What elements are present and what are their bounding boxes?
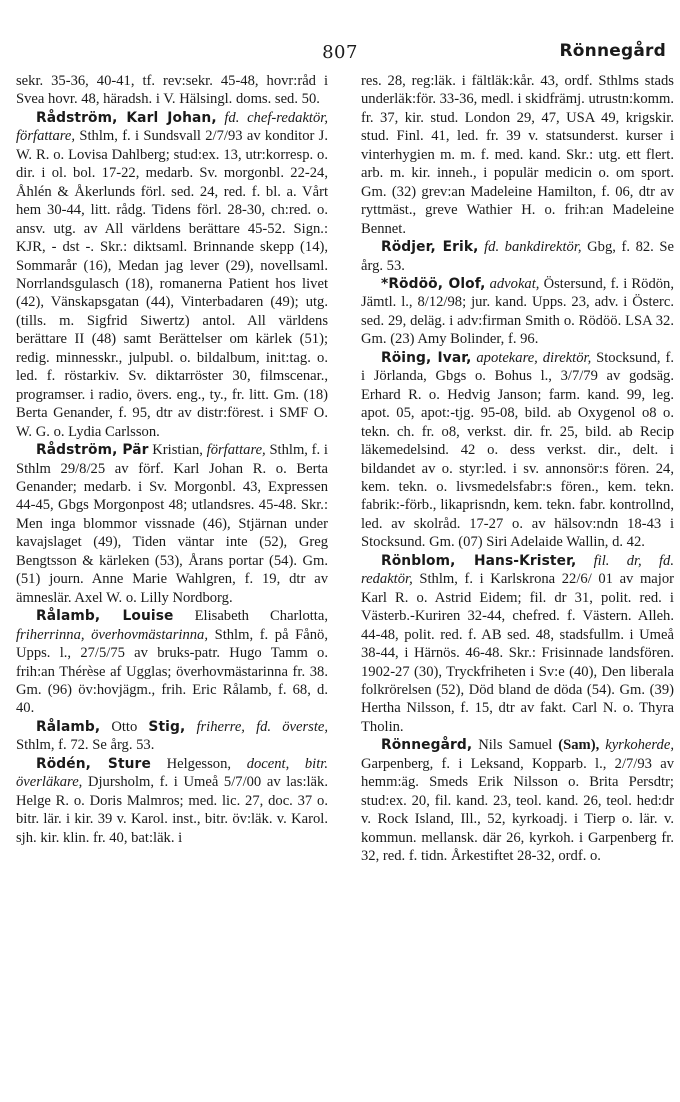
entry-given-names: Helgesson, xyxy=(166,755,232,772)
entry-radstrom-par xyxy=(16,441,328,607)
entry-title: fil. dr, fd. redaktör, xyxy=(361,552,674,588)
entry-title: fd. bankdirektör, xyxy=(484,239,582,256)
entry-text: Sthlm, f. i Karlskrona 22/6/ 01 av major Karl R. o. Astrid Eidem; fil. dr 31, polit. red. i Västerb.-Kuriren 32-44, chefred. f. Västern. Alleh. 44-48, polit. red. f. AB sed. 48, stadsfullm. i Umeå 38-44, i Härnös. 46-48. Skr.: Frisinnade landsfören. 1902-27 (30), Tryckfriheten i Sv:e (40), Den liberala folkrörelsen (52), Död bland de döda (54). Gm. (39) Hertha Nilsson, f. 15, dtr av fakt. Carl N. o. Thyra Tholin. xyxy=(361,571,674,735)
entry-headword: Rådström, Pär xyxy=(36,442,149,459)
entry-title: apotekare, direktör, xyxy=(476,349,592,366)
entry-roden-sture xyxy=(16,755,328,847)
entry-text: Garpenberg, f. i Leksand, Kopparb. l., 2/7/93 av hemm:äg. Smeds Erik Nilsson o. Brita Persdtr; stud:ex. 20, fil. kand. 23, teol. kand. 26, teol. hed:dr v. Rock Island, Ill., 52, kyrkoadj. i Tierp o. lär. v. kommun. mellansk. där 26, kyrkoh. i Garpenberg fr. 32, red. f. tidn. Årkestiftet 28-32, ordf. o. xyxy=(361,755,674,865)
entry-given-names: Kristian, xyxy=(152,442,203,459)
entry-text: sekr. 35-36, 40-41, tf. rev:sekr. 45-48, hovr:råd i Svea hovr. 48, häradsh. i V. Hälsingl. doms. sed. 50. xyxy=(16,73,328,108)
entry-text: Djursholm, f. i Umeå 5/7/00 av las:läk. Helge R. o. Doris Malmros; med. lic. 27, doc. 37 o. bitr. lär. i kir. 39 v. Karol. inst., bitr. öv:läk. v. Karol. sjh. kir. klin. fr. 40, bat:läk. i xyxy=(16,774,328,846)
entry-headword: Rödén, Sture xyxy=(36,755,151,772)
entry-ralamb-louise xyxy=(16,607,328,718)
entry-title: författare, xyxy=(206,442,266,459)
entry-headword: Rödjer, Erik, xyxy=(381,239,479,256)
entry-radstrom-karl-johan xyxy=(16,109,328,441)
entry-text: Sthlm, f. på Fånö, Upps. l., 27/5/75 av bruks-patr. Hugo Tamm o. frih:an Thérèse af Ugglas; överhovmästarinna fr. 38. Gm. (96) öv:hovjägm., frih. Eric Rålamb, f. 68, d. 40. xyxy=(16,626,328,717)
entry-headword: Rådström, Karl Johan, xyxy=(36,109,217,126)
entry-title: fd. chef-redaktör, författare, xyxy=(16,109,328,145)
entry-text: res. 28, reg:läk. i fältläk:kår. 43, ordf. Sthlms stads underläk:för. 33-36, medl. i skidfrämj. utrustn:komm. fr. 37, kir. stud. London 29, 47, USA 49, krigskir. stud. Finl. 41, led. fr. 39 v. statsunderst. kurser i vinterhygien m. m. f. med. kand. Skr.: utg. ett flert. arb. m. kir. inneh., i populär medicin o. om sport. Gm. (32) grev:an Madeleine Hamilton, f. 06, dtr av ryttmäst., greve Wathier H. o. frih:an Madeleine Bennet. xyxy=(361,73,674,237)
entry-ronnegard-nils xyxy=(361,736,674,865)
entry-ronblom-hans-krister xyxy=(361,552,674,737)
page-number: 807 xyxy=(322,42,358,63)
entry-headword: Rönblom, Hans-Krister, xyxy=(381,552,577,569)
entry-rodoo-olof xyxy=(361,275,674,349)
entry-headword: Rålamb, xyxy=(36,718,101,735)
entry-ralamb-otto-stig xyxy=(16,718,328,755)
continuation-text xyxy=(361,72,674,238)
entry-roing-ivar xyxy=(361,349,674,552)
entry-rodjer-erik xyxy=(361,238,674,275)
entry-headword: Rålamb, Louise xyxy=(36,608,174,625)
entry-headword: Röing, Ivar, xyxy=(381,349,472,366)
entry-title: advokat, xyxy=(489,275,540,292)
entry-given-names: Nils Samuel xyxy=(478,737,553,754)
entry-headword-callname: (Sam), xyxy=(558,737,600,754)
right-column xyxy=(361,72,674,865)
entry-given-names: Otto xyxy=(111,718,138,735)
entry-headword: *Rödöö, Olof, xyxy=(381,275,486,292)
entry-given-names: Elisabeth Charlotta, xyxy=(194,608,328,625)
entry-title: friherre, fd. överste, xyxy=(196,718,328,735)
entry-title: kyrkoherde, xyxy=(605,737,674,754)
entry-text: Sthlm, f. i Sundsvall 2/7/93 av konditor J. W. R. o. Lovisa Dahlberg; stud:ex. 13, utr:korresp. o. dir. i ol. bol. 17-22, medarb. Sv. morgonbl. 22-24, Åhlén & Åkerlunds förl. sed. 24, red. f. bl. a. Vårt hem 30-44, litt. rådg. Tidens förl. 28-30, ch:red. o. ansv. utg. av All världens berättare 45-52. Sign.: KJR, - dst -. Skr.: diktsaml. Brinnande skepp (14), Sommarår (16), Medan jag lever (29), novellsaml. Norrlandsgulasch (18), romanerna Patient hos livet (42), Vänskapsgatan (44), Vinterbadaren (49); utg. (tills. m. Sigfrid Siwertz) antol. All världens berättare II (48) samt Berättelser om kärlek (51); redig. minnesskr., julpubl. o. bildalbum, init:tag. o. led. f. röstarkiv. Sv. diktarröster 30, filmscenar., programser. i radio, övers. eng., ty., fr. litt. Gm. (18) Berta Genander, f. 95, dtr av distr:förest. i SMF O. W. G. o. Lydia Carlsson. xyxy=(16,128,329,440)
running-head: Rönnegård xyxy=(559,41,666,61)
left-column xyxy=(16,72,328,847)
entry-headword: Rönnegård, xyxy=(381,737,473,754)
entry-text: Gbg, f. 82. Se årg. 53. xyxy=(361,239,675,274)
entry-text: Stocksund, f. i Jörlanda, Gbgs o. Bohus l., 3/7/79 av godsäg. Erhard R. o. Hedvig Janson; farm. kand. 99, leg. apot. 05, apot:-tjg. 95-08, bild. ab Oxygenol o8 o. tekn. ch. fr. o8, verkst. dir. fr. 25, bild. ab Recip läkemedelsind. 42 o. dess verkst. dir., delt. i bildandet av o. styr:led. i sv. annonsör:s fören. 24, kem. tekn. o. livsmedelsfabr:s fören., kem. tekn. fabrik:-förb., likaprisndn, kem. tekn. fabr. kontrollnd, led. av skolråd. 17-27 o. av hälsov:ndn 18-43 i Stocksund. Gm. (07) Siri Adelaide Wallin, d. 42. xyxy=(361,349,674,551)
entry-headword-callname: Stig, xyxy=(148,718,186,735)
entry-text: Sthlm, f. i Sthlm 29/8/25 av förf. Karl Johan R. o. Berta Genander; medarb. i Sv. Morgonbl. 43, Expressen 44-45, Gbgs Morgonpost 48; utlandsres. 45-48. Skr.: Men inga blommor vissnade (46), Stjärnan under kavajslaget (49), Tiden väntar inte (52), Greg Bengtsson & kärleken (53), Årans portar (54). Gm. (51) journ. Anne Marie Wahlgren, f. 19, dtr av ämneslär. Axel W. o. Lilly Nordborg. xyxy=(16,442,328,606)
continuation-text xyxy=(16,72,328,109)
entry-title: friherrinna, överhovmästarinna, xyxy=(16,626,208,643)
entry-title: docent, bitr. överläkare, xyxy=(16,755,328,791)
entry-text: Östersund, f. i Rödön, Jämtl. l., 8/12/98; jur. kand. Upps. 23, adv. i Österс. sed. 29, deläg. i adv:firman Smith o. Rödöö. LSA 32. Gm. (23) Amy Bolinder, f. 96. xyxy=(361,275,674,348)
entry-text: Sthlm, f. 72. Se årg. 53. xyxy=(16,737,155,754)
